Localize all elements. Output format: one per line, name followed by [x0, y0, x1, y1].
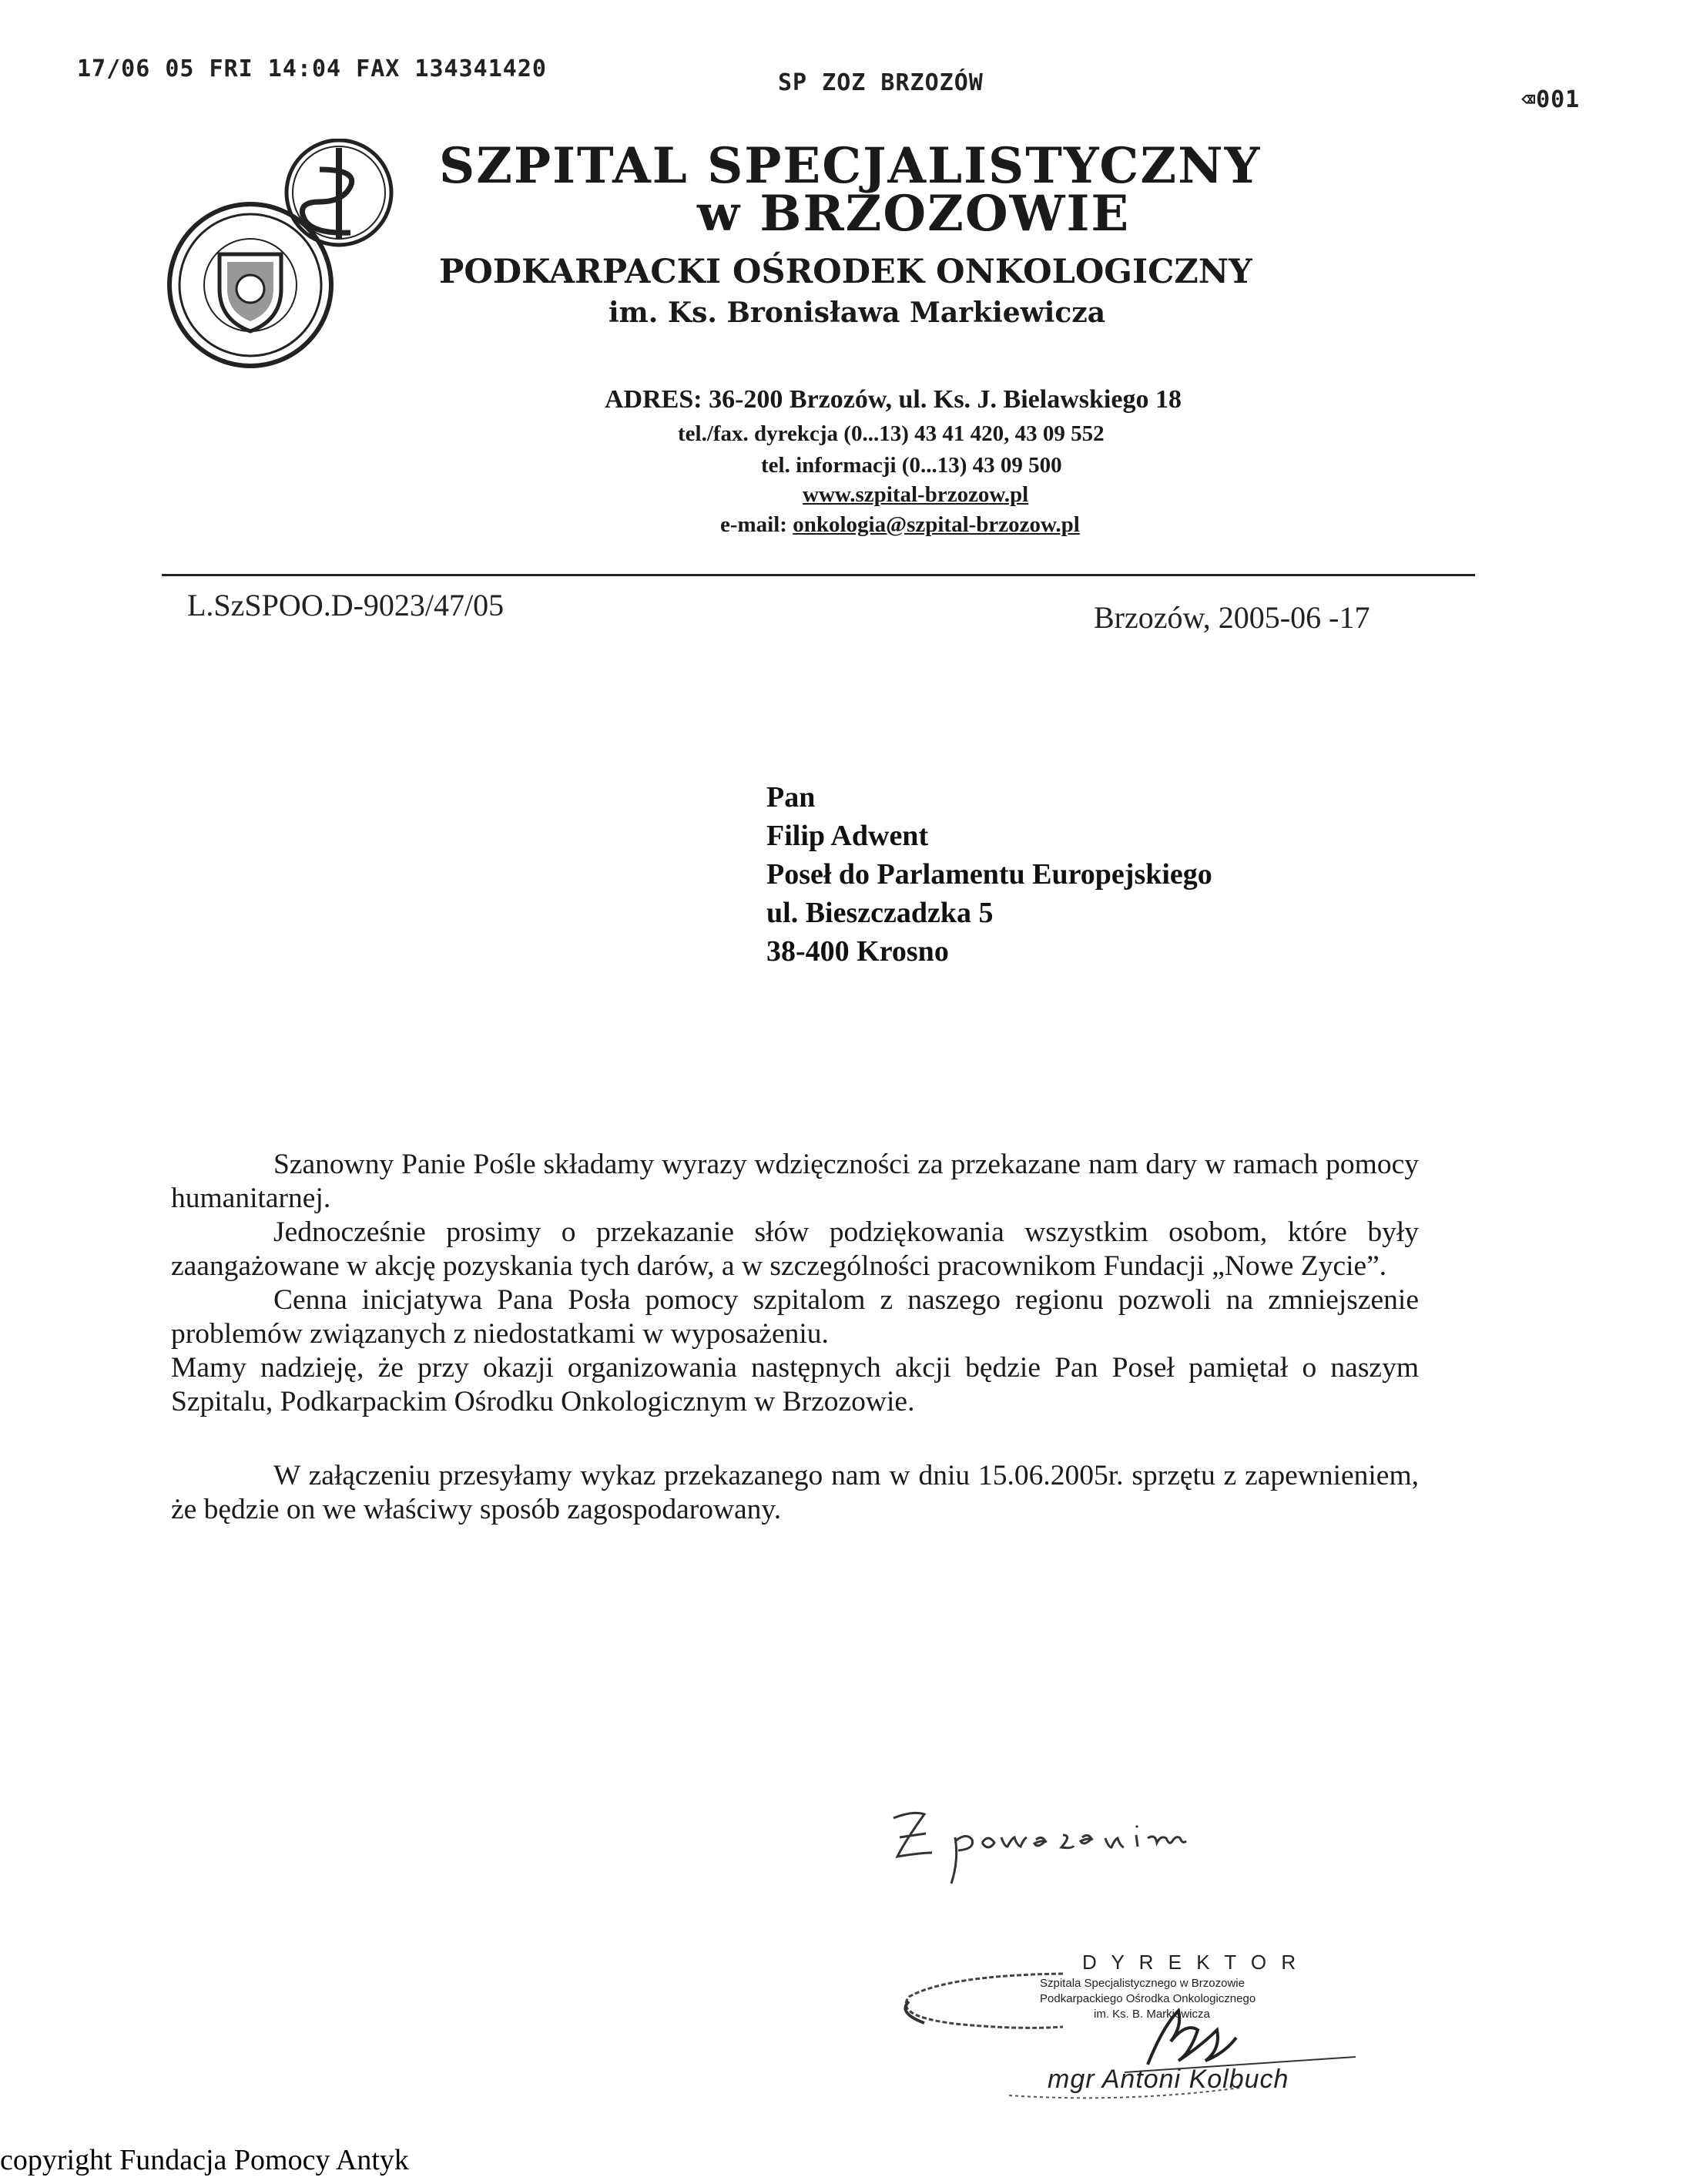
stamp-line-2: Podkarpackiego Ośrodka Onkologicznego: [1040, 1992, 1256, 2005]
fax-page-icon: ⌫: [1521, 86, 1537, 113]
email-line: [720, 512, 1080, 538]
fax-sender: SP ZOZ BRZOZÓW: [778, 69, 984, 96]
website-link[interactable]: www.szpital-brzozow.pl: [803, 482, 1029, 507]
oncology-center-name: PODKARPACKI OŚRODEK ONKOLOGICZNY: [439, 253, 1252, 291]
recipient-street: ul. Bieszczadzka 5: [766, 897, 994, 929]
reference-number: L.SzSPOO.D-9023/47/05: [187, 588, 505, 622]
phone-fax-line: tel./fax. dyrekcja (0...13) 43 41 420, 43 09 552: [678, 421, 1105, 446]
patron-name: im. Ks. Bronisława Markiewicza: [608, 297, 1106, 329]
fax-transmission-line: 17/06 05 FRI 14:04 FAX 134341420: [77, 55, 547, 82]
stamp-line-1: Szpitala Specjalistycznego w Brzozowie: [1040, 1977, 1245, 1990]
recipient-title: Poseł do Parlamentu Europejskiego: [766, 858, 1212, 891]
header-divider: [162, 574, 1475, 576]
email-label: e-mail:: [720, 512, 793, 537]
stamp-line-3: im. Ks. B. Markiewicza: [1094, 2008, 1210, 2021]
director-name: mgr Antoni Kolbuch: [1048, 2065, 1289, 2094]
hospital-location: w BRZOZOWIE: [697, 185, 1131, 243]
place-date: Brzozów, 2005-06 -17: [1094, 600, 1370, 635]
body-paragraph: Mamy nadzieję, że przy okazji organizowania następnych akcji będzie Pan Poseł pamiętał o naszym Szpitalu, Podkarpackim Ośrodku Onkologicznym w Brzozowie.: [171, 1352, 1419, 1417]
body-paragraph: W załączeniu przesyłamy wykaz przekazanego nam w dniu 15.06.2005r. sprzętu z zapewnieniem, że będzie on we właściwy sposób zagospodarowany.: [171, 1460, 1419, 1525]
body-paragraph: Szanowny Panie Pośle składamy wyrazy wdzięczności za przekazane nam dary w ramach pomocy humanitarnej.: [171, 1149, 1419, 1214]
recipient-block: [766, 778, 1212, 971]
recipient-city: 38-400 Krosno: [766, 935, 949, 968]
hospital-seal-logo: [166, 139, 420, 370]
body-paragraph: Jednocześnie prosimy o przekazanie słów podziękowania wszystkim osobom, które były zaangażowane w akcję pozyskania tych darów, a w szczególności pracownikom Fundacji „Nowe Zycie”.: [171, 1216, 1419, 1282]
director-stamp: [893, 1949, 1417, 2126]
handwritten-closing: [886, 1795, 1256, 1887]
address-line: ADRES: 36-200 Brzozów, ul. Ks. J. Bielawskiego 18: [605, 385, 1182, 414]
stamp-title: D Y R E K T O R: [1082, 1951, 1301, 1974]
fax-page-number: ⌫001: [1521, 86, 1581, 113]
hospital-name: SZPITAL SPECJALISTYCZNY: [439, 137, 1262, 195]
email-link[interactable]: onkologia@szpital-brzozow.pl: [793, 512, 1080, 537]
body-paragraph: Cenna inicjatywa Pana Posła pomocy szpitalom z naszego regionu pozwoli na zmniejszenie problemów związanych z niedostatkami w wyposażeniu.: [171, 1284, 1419, 1350]
recipient-salutation: Pan: [766, 781, 816, 814]
recipient-name: Filip Adwent: [766, 820, 929, 852]
copyright-notice: copyright Fundacja Pomocy Antyk: [0, 2144, 409, 2176]
letter-body: [171, 1148, 1419, 1527]
signature-drawing: [893, 1949, 1417, 2126]
info-phone-line: tel. informacji (0...13) 43 09 500: [761, 453, 1062, 478]
